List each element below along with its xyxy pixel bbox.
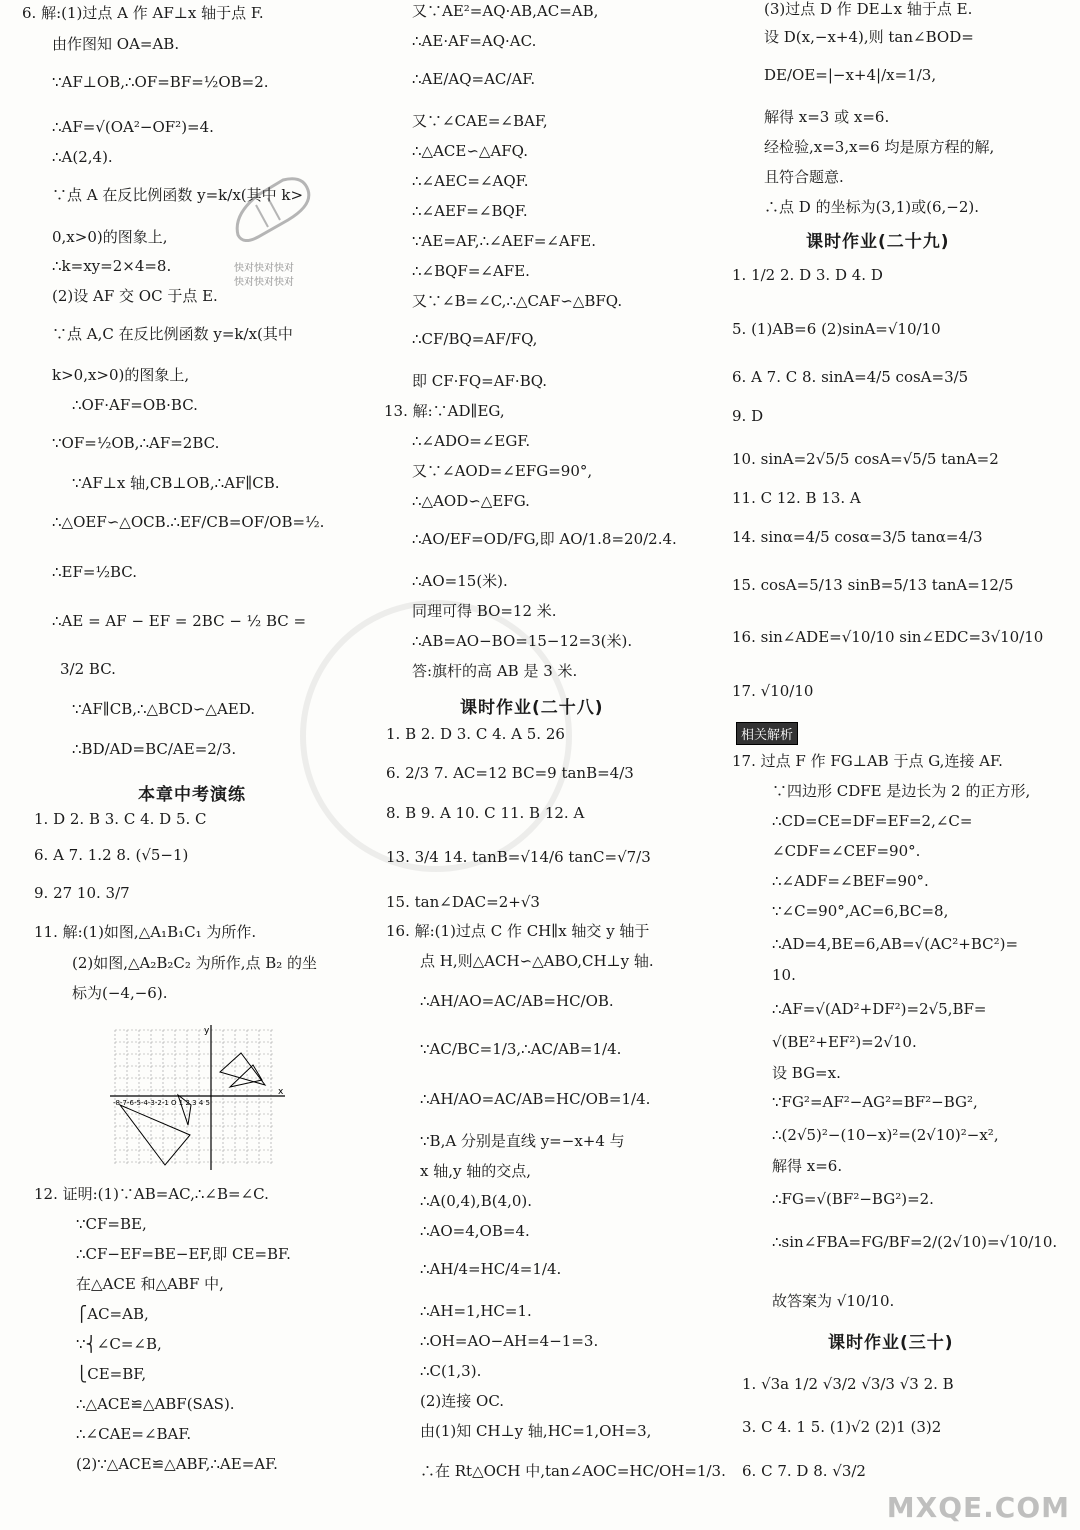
answer-line-middle-4: ∴△ACE∽△AFQ. — [412, 142, 529, 160]
answer-line-middle-36: ∴AH=1,HC=1. — [420, 1302, 532, 1320]
answer-line-left-0: 6. 解:(1)过点 A 作 AF⊥x 轴于点 F. — [22, 4, 264, 22]
answer-line-left-10: k>0,x>0)的图象上, — [52, 366, 190, 384]
answer-line-middle-30: ∴AH/AO=AC/AB=HC/OB=1/4. — [420, 1090, 651, 1108]
answer-line-right-2: DE/OE=|−x+4|/x=1/3, — [764, 66, 937, 84]
answer-line-left-23: 11. 解:(1)如图,△A₁B₁C₁ 为所作. — [34, 923, 257, 941]
answer-line-middle-32: x 轴,y 轴的交点, — [420, 1162, 532, 1180]
answer-line-right-25: ∴AF=√(AD²+DF²)=2√5,BF= — [772, 1000, 987, 1018]
answer-line-right-28: ∵FG²=AF²−AG²=BF²−BG², — [772, 1093, 978, 1111]
answer-line-middle-25: 15. tan∠DAC=2+√3 — [386, 893, 540, 911]
answer-line-right-16: 17. √10/10 — [732, 682, 814, 700]
answer-line-left-17: 3/2 BC. — [60, 660, 116, 678]
answer-line-left-35: (2)∵△ACE≌△ABF,∴AE=AF. — [76, 1455, 278, 1473]
answer-line-middle-35: ∴AH/4=HC/4=1/4. — [420, 1260, 562, 1278]
answer-line-right-33: 故答案为 √10/10. — [772, 1292, 895, 1310]
answer-line-left-3: ∴AF=√(OA²−OF²)=4. — [52, 118, 214, 136]
answer-line-middle-26: 16. 解:(1)过点 C 作 CH∥x 轴交 y 轴于 — [386, 922, 650, 940]
answer-line-right-9: 6. A 7. C 8. sinA=4/5 cosA=3/5 — [732, 368, 969, 386]
answer-line-middle-17: ∴AO=15(米). — [412, 572, 508, 590]
answer-line-left-13: ∵AF⊥x 轴,CB⊥OB,∴AF∥CB. — [72, 474, 280, 492]
answer-line-middle-40: 由(1)知 CH⊥y 轴,HC=1,OH=3, — [420, 1422, 652, 1440]
answer-line-left-4: ∴A(2,4). — [52, 148, 113, 166]
answer-line-left-28: ∴CF−EF=BE−EF,即 CE=BF. — [76, 1245, 291, 1263]
answer-line-middle-12: 13. 解:∵AD∥EG, — [384, 402, 505, 420]
answer-line-right-1: 设 D(x,−x+4),则 tan∠BOD= — [764, 28, 974, 46]
answer-line-left-7: ∴k=xy=2×4=8. — [52, 257, 172, 275]
answer-line-middle-2: ∴AE/AQ=AC/AF. — [412, 70, 536, 88]
answer-line-middle-18: 同理可得 BO=12 米. — [412, 602, 557, 620]
answer-line-middle-37: ∴OH=AO−AH=4−1=3. — [420, 1332, 599, 1350]
answer-line-left-20: 1. D 2. B 3. C 4. D 5. C — [34, 810, 207, 828]
section-heading-1: 课时作业(二十八) — [460, 698, 604, 718]
answer-line-middle-5: ∴∠AEC=∠AQF. — [412, 172, 529, 190]
answer-line-right-5: 且符合题意. — [764, 168, 844, 186]
answer-line-middle-23: 8. B 9. A 10. C 11. B 12. A — [386, 804, 585, 822]
answer-line-middle-19: ∴AB=AO−BO=15−12=3(米). — [412, 632, 633, 650]
answer-line-left-32: ⎩CE=BF, — [76, 1365, 147, 1383]
answer-line-left-22: 9. 27 10. 3/7 — [34, 884, 130, 902]
y-axis-label: y — [204, 1026, 210, 1036]
answer-line-right-35: 3. C 4. 1 5. (1)√2 (2)1 (3)2 — [742, 1418, 942, 1436]
answer-line-left-33: ∴△ACE≌△ABF(SAS). — [76, 1395, 235, 1413]
answer-line-right-34: 1. √3a 1/2 √3/2 √3/3 √3 2. B — [742, 1375, 954, 1393]
answer-line-middle-20: 答:旗杆的高 AB 是 3 米. — [412, 662, 578, 680]
answer-line-middle-31: ∵B,A 分别是直线 y=−x+4 与 — [420, 1132, 625, 1150]
answer-line-right-27: 设 BG=x. — [772, 1064, 841, 1082]
answer-line-left-2: ∵AF⊥OB,∴OF=BF=½OB=2. — [52, 73, 269, 91]
answer-line-middle-41: ∴在 Rt△OCH 中,tan∠AOC=HC/OH=1/3. — [420, 1462, 726, 1480]
answer-line-left-25: 标为(−4,−6). — [72, 984, 168, 1002]
answer-line-middle-10: ∴CF/BQ=AF/FQ, — [412, 330, 538, 348]
answer-line-left-11: ∴OF·AF=OB·BC. — [72, 396, 198, 414]
answer-line-middle-24: 13. 3/4 14. tanB=√14/6 tanC=√7/3 — [386, 848, 651, 866]
answer-line-left-29: 在△ACE 和△ABF 中, — [76, 1275, 224, 1293]
answer-line-right-21: ∴∠ADF=∠BEF=90°. — [772, 872, 929, 890]
answer-line-left-27: ∵CF=BE, — [76, 1215, 147, 1233]
answer-line-left-9: ∵点 A,C 在反比例函数 y=k/x(其中 — [52, 325, 293, 343]
answer-line-right-19: ∴CD=CE=DF=EF=2,∠C= — [772, 812, 973, 830]
answer-line-middle-27: 点 H,则△ACH∽△ABO,CH⊥y 轴. — [420, 952, 654, 970]
answer-line-right-18: ∵四边形 CDFE 是边长为 2 的正方形, — [772, 782, 1031, 800]
answer-line-middle-9: 又∵∠B=∠C,∴△CAF∽△BFQ. — [412, 292, 623, 310]
answer-line-right-11: 10. sinA=2√5/5 cosA=√5/5 tanA=2 — [732, 450, 999, 468]
answer-line-left-12: ∵OF=½OB,∴AF=2BC. — [52, 434, 220, 452]
answer-line-middle-29: ∵AC/BC=1/3,∴AC/AB=1/4. — [420, 1040, 622, 1058]
answer-line-left-6: 0,x>0)的图象上, — [52, 228, 168, 246]
answer-line-middle-16: ∴AO/EF=OD/FG,即 AO/1.8=20/2.4. — [412, 530, 677, 548]
answer-line-middle-34: ∴AO=4,OB=4. — [420, 1222, 530, 1240]
answer-line-left-30: ⎧AC=AB, — [76, 1305, 149, 1323]
answer-line-right-30: 解得 x=6. — [772, 1157, 843, 1175]
answer-line-right-4: 经检验,x=3,x=6 均是原方程的解, — [764, 138, 995, 156]
answer-line-right-14: 15. cosA=5/13 sinB=5/13 tanA=12/5 — [732, 576, 1014, 594]
answer-line-middle-8: ∴∠BQF=∠AFE. — [412, 262, 530, 280]
answer-line-right-3: 解得 x=3 或 x=6. — [764, 108, 890, 126]
answer-line-left-34: ∴∠CAE=∠BAF. — [76, 1425, 192, 1443]
answer-line-middle-15: ∴△AOD∽△EFG. — [412, 492, 530, 510]
answer-line-left-5: ∵点 A 在反比例函数 y=k/x(其中 k> — [52, 186, 304, 204]
answer-line-right-20: ∠CDF=∠CEF=90°. — [772, 842, 921, 860]
answer-line-middle-38: ∴C(1,3). — [420, 1362, 482, 1380]
answer-line-right-23: ∴AD=4,BE=6,AB=√(AC²+BC²)= — [772, 935, 1019, 953]
section-heading-2: 课时作业(二十九) — [806, 232, 950, 252]
answer-line-left-24: (2)如图,△A₂B₂C₂ 为所作,点 B₂ 的坐 — [72, 954, 318, 972]
section-heading-0: 本章中考演练 — [138, 785, 246, 805]
answer-line-middle-11: 即 CF·FQ=AF·BQ. — [412, 372, 548, 390]
answer-line-right-26: √(BE²+EF²)=2√10. — [772, 1033, 917, 1051]
answer-line-middle-22: 6. 2/3 7. AC=12 BC=9 tanB=4/3 — [386, 764, 634, 782]
answer-line-left-16: ∴AE = AF − EF = 2BC − ½ BC = — [52, 612, 307, 630]
answer-line-middle-14: 又∵∠AOD=∠EFG=90°, — [412, 462, 593, 480]
answer-line-left-14: ∴△OEF∽△OCB.∴EF/CB=OF/OB=½. — [52, 513, 325, 531]
answer-line-middle-21: 1. B 2. D 3. C 4. A 5. 26 — [386, 725, 565, 743]
site-watermark: MXQE.COM — [886, 1491, 1070, 1524]
answer-line-left-8: (2)设 AF 交 OC 于点 E. — [52, 287, 218, 305]
answer-line-left-19: ∴BD/AD=BC/AE=2/3. — [72, 740, 237, 758]
answer-line-middle-39: (2)连接 OC. — [420, 1392, 505, 1410]
answer-line-right-32: ∴sin∠FBA=FG/BF=2/(2√10)=√10/10. — [772, 1233, 1058, 1251]
x-axis-ticks: -8-7-6-5-4-3-2-1 O 1 2 3 4 5 — [113, 1099, 210, 1107]
answer-line-right-8: 5. (1)AB=6 (2)sinA=√10/10 — [732, 320, 941, 338]
answer-line-middle-0: 又∵AE²=AQ·AB,AC=AB, — [412, 2, 599, 20]
x-axis-label: x — [278, 1087, 284, 1097]
related-analysis-tag: 相关解析 — [736, 722, 798, 745]
answer-line-left-21: 6. A 7. 1.2 8. (√5−1) — [34, 846, 189, 864]
answer-line-right-24: 10. — [772, 966, 796, 984]
answer-line-right-29: ∴(2√5)²−(10−x)²=(2√10)²−x², — [772, 1126, 999, 1144]
answer-line-right-36: 6. C 7. D 8. √3/2 — [742, 1462, 866, 1480]
answer-line-left-15: ∴EF=½BC. — [52, 563, 138, 581]
answer-line-right-13: 14. sinα=4/5 cosα=3/5 tanα=4/3 — [732, 528, 983, 546]
answer-line-left-18: ∵AF∥CB,∴△BCD∽△AED. — [72, 700, 256, 718]
answer-line-middle-28: ∴AH/AO=AC/AB=HC/OB. — [420, 992, 614, 1010]
section-heading-3: 课时作业(三十) — [828, 1333, 954, 1353]
answer-line-right-15: 16. sin∠ADE=√10/10 sin∠EDC=3√10/10 — [732, 628, 1044, 646]
watermark-caption: 快对快对快对 快对快对快对 — [234, 263, 294, 288]
answer-line-middle-7: ∵AE=AF,∴∠AEF=∠AFE. — [412, 232, 596, 250]
answer-line-right-7: 1. 1/2 2. D 3. D 4. D — [732, 266, 883, 284]
answer-line-right-17: 17. 过点 F 作 FG⊥AB 于点 G,连接 AF. — [732, 752, 1003, 770]
answer-line-middle-1: ∴AE·AF=AQ·AC. — [412, 32, 537, 50]
answer-line-right-6: ∴点 D 的坐标为(3,1)或(6,−2). — [764, 198, 980, 216]
answer-line-right-22: ∵∠C=90°,AC=6,BC=8, — [772, 902, 949, 920]
answer-line-right-0: (3)过点 D 作 DE⊥x 轴于点 E. — [764, 0, 973, 18]
answer-line-left-1: 由作图知 OA=AB. — [52, 35, 180, 53]
answer-line-middle-3: 又∵∠CAE=∠BAF, — [412, 112, 548, 130]
answer-line-left-26: 12. 证明:(1)∵AB=AC,∴∠B=∠C. — [34, 1185, 269, 1203]
answer-line-middle-33: ∴A(0,4),B(4,0). — [420, 1192, 533, 1210]
answer-line-middle-6: ∴∠AEF=∠BQF. — [412, 202, 528, 220]
answer-line-left-31: ∵⎨∠C=∠B, — [76, 1335, 162, 1353]
coordinate-grid-figure — [110, 1025, 290, 1175]
answer-line-middle-13: ∴∠ADO=∠EGF. — [412, 432, 531, 450]
answer-line-right-10: 9. D — [732, 407, 764, 425]
answer-line-right-31: ∴FG=√(BF²−BG²)=2. — [772, 1190, 934, 1208]
answer-line-right-12: 11. C 12. B 13. A — [732, 489, 861, 507]
